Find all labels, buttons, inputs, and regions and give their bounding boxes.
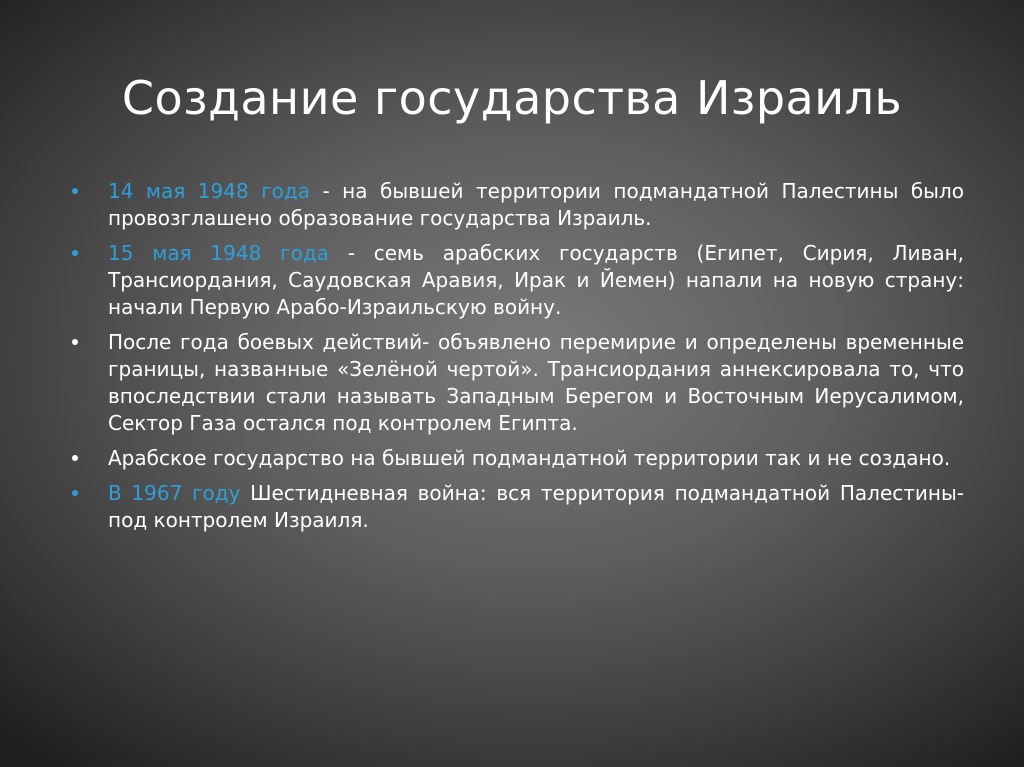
bullet-text: Шестидневная война: вся территория подмандатной Палестины- под контролем Израиля. bbox=[108, 481, 964, 532]
slide-title: Создание государства Израиль bbox=[121, 71, 903, 125]
bullet-text: Арабское государство на бывшей подмандатной территории так и не создано. bbox=[108, 446, 951, 470]
bullet-item-3 bbox=[70, 329, 964, 437]
bullet-list bbox=[70, 178, 964, 542]
bullet-dot-icon bbox=[72, 490, 78, 496]
bullet-date: 14 мая 1948 года bbox=[108, 179, 310, 203]
bullet-text: - на бывшей территории подмандатной Палестины было провозглашено образование государства Израиль. bbox=[108, 179, 964, 230]
bullet-date: 15 мая 1948 года bbox=[108, 241, 329, 265]
bullet-item-2 bbox=[70, 240, 964, 321]
bullet-text: После года боевых действий- объявлено перемирие и определены временные границы, названные «Зелёной чертой». Трансиордания аннексировала то, что впоследствии стали называть Западным Берегом и Восточным Иерусалимом, Сектор Газа остался под контролем Египта. bbox=[108, 330, 964, 435]
bullet-item-1 bbox=[70, 178, 964, 232]
bullet-dot-icon bbox=[72, 339, 78, 345]
bullet-date: В 1967 году bbox=[108, 481, 241, 505]
bullet-text: - семь арабских государств (Египет, Сирия, Ливан, Трансиордания, Саудовская Аравия, Ирак и Йемен) напали на новую страну: начали Первую Арабо-Израильскую войну. bbox=[108, 241, 965, 319]
bullet-dot-icon bbox=[72, 455, 78, 461]
bullet-dot-icon bbox=[72, 188, 78, 194]
bullet-item-4 bbox=[70, 445, 964, 472]
bullet-item-5 bbox=[70, 480, 964, 534]
bullet-dot-icon bbox=[72, 250, 78, 256]
